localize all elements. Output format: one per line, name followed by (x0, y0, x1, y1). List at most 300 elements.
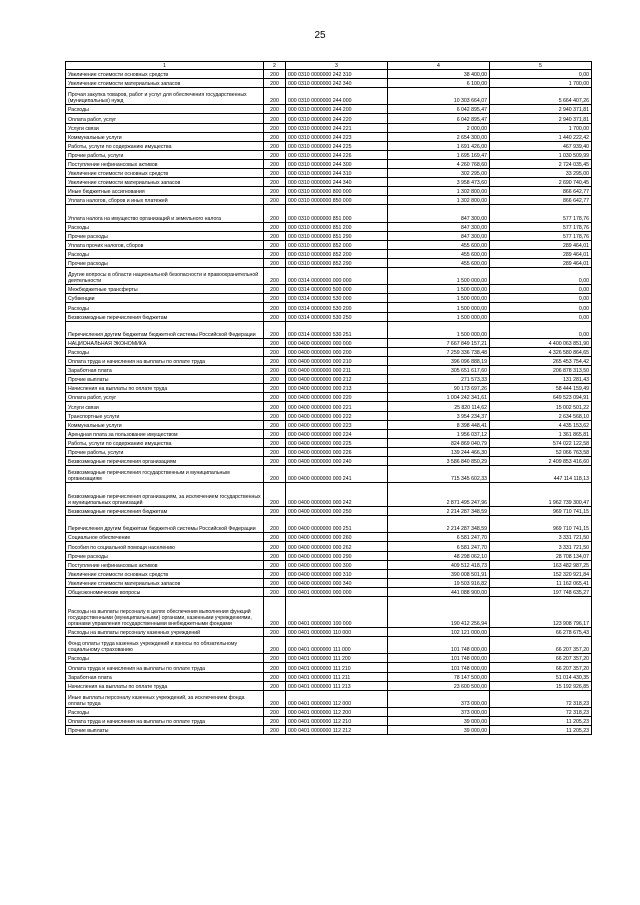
table-row (66, 187, 592, 196)
row-kbk-cell: 000 0400 0000000 000 211 (286, 366, 388, 375)
row-approved-value-cell: 455 600,00 (388, 240, 490, 249)
row-kbk-cell: 000 0310 0000000 244 226 (286, 150, 388, 159)
row-executed-value-cell: 0,00 (490, 303, 592, 312)
row-approved-value-cell: 101 748 000,00 (388, 637, 490, 654)
table-row (66, 366, 592, 375)
row-approved-value-cell: 271 573,33 (388, 375, 490, 384)
row-code-cell: 200 (264, 690, 286, 707)
row-executed-value-cell: 265 453 754,42 (490, 357, 592, 366)
row-name-cell: Начисления на выплаты по оплате труда (66, 681, 264, 690)
row-name-cell: Увеличение стоимости основных средств (66, 169, 264, 178)
row-kbk-cell: 000 0310 0000000 244 300 (286, 159, 388, 168)
row-approved-value-cell: 3 958 473,60 (388, 178, 490, 187)
row-code-cell: 200 (264, 294, 286, 303)
page-number: 25 (314, 30, 326, 41)
row-approved-value-cell: 2 214 287 348,59 (388, 516, 490, 533)
row-name-cell: Расходы (66, 654, 264, 663)
table-row (66, 178, 592, 187)
table-row (66, 141, 592, 150)
table-row (66, 411, 592, 420)
row-executed-value-cell: 152 320 921,84 (490, 569, 592, 578)
row-kbk-cell: 000 0400 0000000 000 300 (286, 560, 388, 569)
row-kbk-cell: 000 0310 0000000 242 310 (286, 70, 388, 79)
row-name-cell: Услуги связи (66, 123, 264, 132)
table-row (66, 384, 592, 393)
row-code-cell: 200 (264, 114, 286, 123)
row-executed-value-cell: 197 748 635,27 (490, 587, 592, 596)
row-kbk-cell: 000 0310 0000000 852 200 (286, 249, 388, 258)
row-approved-value-cell: 1 500 000,00 (388, 312, 490, 321)
row-kbk-cell: 000 0400 0000000 000 242 (286, 483, 388, 507)
row-name-cell: Работы, услуги по содержанию имущества (66, 141, 264, 150)
row-code-cell: 200 (264, 628, 286, 637)
row-code-cell: 200 (264, 231, 286, 240)
row-kbk-cell: 000 0400 0000000 000 210 (286, 357, 388, 366)
row-code-cell: 200 (264, 159, 286, 168)
table-row (66, 597, 592, 628)
row-name-cell: Социальное обеспечение (66, 533, 264, 542)
table-row (66, 88, 592, 105)
table-row (66, 169, 592, 178)
row-code-cell: 200 (264, 205, 286, 222)
row-kbk-cell: 000 0310 0000000 244 223 (286, 132, 388, 141)
row-name-cell: Работы, услуги по содержанию имущества (66, 438, 264, 447)
row-approved-value-cell: 190 412 256,94 (388, 597, 490, 628)
row-executed-value-cell: 4 326 580 864,65 (490, 347, 592, 356)
row-kbk-cell: 000 0400 0000000 000 240 (286, 457, 388, 466)
row-approved-value-cell: 25 820 114,62 (388, 402, 490, 411)
row-approved-value-cell: 1 302 800,00 (388, 187, 490, 196)
row-executed-value-cell: 0,00 (490, 70, 592, 79)
row-name-cell: Прочие расходы (66, 551, 264, 560)
table-row (66, 196, 592, 205)
row-executed-value-cell: 2 724 035,45 (490, 159, 592, 168)
row-executed-value-cell: 206 878 313,50 (490, 366, 592, 375)
row-approved-value-cell: 455 600,00 (388, 249, 490, 258)
row-approved-value-cell: 10 303 664,07 (388, 88, 490, 105)
row-executed-value-cell: 15 192 926,85 (490, 681, 592, 690)
row-executed-value-cell: 5 664 407,26 (490, 88, 592, 105)
row-name-cell: Иные бюджетные ассигнования (66, 187, 264, 196)
row-code-cell: 200 (264, 578, 286, 587)
row-kbk-cell: 000 0401 0000000 111 200 (286, 654, 388, 663)
row-approved-value-cell: 7 259 336 738,48 (388, 347, 490, 356)
row-kbk-cell: 000 0400 0000000 000 221 (286, 402, 388, 411)
table-row (66, 681, 592, 690)
row-code-cell: 200 (264, 240, 286, 249)
row-approved-value-cell: 23 600 500,00 (388, 681, 490, 690)
table-row (66, 672, 592, 681)
row-name-cell: Поступление нефинансовых активов (66, 560, 264, 569)
row-code-cell: 200 (264, 303, 286, 312)
table-row (66, 560, 592, 569)
table-row (66, 123, 592, 132)
row-approved-value-cell: 6 100,00 (388, 79, 490, 88)
budget-report-table (65, 61, 592, 735)
row-executed-value-cell: 131 281,43 (490, 375, 592, 384)
table-row (66, 205, 592, 222)
row-code-cell: 200 (264, 637, 286, 654)
table-row (66, 707, 592, 716)
table-row (66, 690, 592, 707)
row-kbk-cell: 000 0314 0000000 530 200 (286, 303, 388, 312)
row-approved-value-cell: 1 500 000,00 (388, 294, 490, 303)
table-row (66, 663, 592, 672)
row-name-cell: Перечисления другим бюджетам бюджетной системы Российской Федерации (66, 321, 264, 338)
row-executed-value-cell: 577 178,76 (490, 231, 592, 240)
row-name-cell: Безвозмездные перечисления бюджетам (66, 312, 264, 321)
row-name-cell: Прочая закупка товаров, работ и услуг для обеспечения государственных (муниципальных) нужд (66, 88, 264, 105)
table-row (66, 569, 592, 578)
row-executed-value-cell: 51 014 430,35 (490, 672, 592, 681)
row-code-cell: 200 (264, 169, 286, 178)
row-code-cell: 200 (264, 384, 286, 393)
row-kbk-cell: 000 0401 0000000 112 000 (286, 690, 388, 707)
row-kbk-cell: 000 0310 0000000 851 290 (286, 231, 388, 240)
row-name-cell: Увеличение стоимости основных средств (66, 70, 264, 79)
row-name-cell: Другие вопросы в области национальной безопасности и правоохранительной деятельности (66, 268, 264, 285)
row-code-cell: 200 (264, 196, 286, 205)
row-name-cell: Оплата работ, услуг (66, 393, 264, 402)
row-name-cell: Безвозмездные перечисления организациям, за исключением государственных и муниципальных организаций (66, 483, 264, 507)
row-executed-value-cell: 574 022 122,58 (490, 438, 592, 447)
row-kbk-cell: 000 0400 0000000 000 290 (286, 551, 388, 560)
row-name-cell: Пособия по социальной помощи населению (66, 542, 264, 551)
row-kbk-cell: 000 0400 0000000 000 226 (286, 447, 388, 456)
row-approved-value-cell: 101 748 000,00 (388, 663, 490, 672)
row-executed-value-cell: 289 464,01 (490, 249, 592, 258)
row-kbk-cell: 000 0310 0000000 852 000 (286, 240, 388, 249)
row-executed-value-cell: 0,00 (490, 294, 592, 303)
row-code-cell: 200 (264, 533, 286, 542)
row-name-cell: Безвозмездные перечисления бюджетам (66, 507, 264, 516)
row-executed-value-cell: 66 278 675,43 (490, 628, 592, 637)
row-approved-value-cell: 2 000,00 (388, 123, 490, 132)
row-executed-value-cell: 866 642,77 (490, 196, 592, 205)
row-code-cell: 200 (264, 123, 286, 132)
row-executed-value-cell: 163 482 987,25 (490, 560, 592, 569)
table-row (66, 726, 592, 735)
row-code-cell: 200 (264, 222, 286, 231)
row-executed-value-cell: 866 642,77 (490, 187, 592, 196)
row-executed-value-cell: 969 710 741,15 (490, 516, 592, 533)
row-kbk-cell: 000 0401 0000000 100 000 (286, 597, 388, 628)
row-executed-value-cell: 577 178,76 (490, 222, 592, 231)
row-approved-value-cell: 39 000,00 (388, 726, 490, 735)
row-kbk-cell: 000 0314 0000000 530 251 (286, 321, 388, 338)
table-row (66, 321, 592, 338)
table-row (66, 249, 592, 258)
row-code-cell: 200 (264, 347, 286, 356)
row-code-cell: 200 (264, 338, 286, 347)
row-name-cell: Прочие выплаты (66, 375, 264, 384)
column-number-5: 5 (490, 62, 592, 70)
report-table-body (66, 62, 592, 735)
row-approved-value-cell: 4 260 768,60 (388, 159, 490, 168)
row-approved-value-cell: 101 748 000,00 (388, 654, 490, 663)
row-kbk-cell: 000 0400 0000000 000 220 (286, 393, 388, 402)
row-kbk-cell: 000 0400 0000000 000 241 (286, 466, 388, 483)
row-executed-value-cell: 2 690 740,45 (490, 178, 592, 187)
table-row (66, 587, 592, 596)
table-row (66, 285, 592, 294)
row-code-cell: 200 (264, 707, 286, 716)
row-executed-value-cell: 66 207 357,20 (490, 654, 592, 663)
row-code-cell: 200 (264, 312, 286, 321)
row-name-cell: Коммунальные услуги (66, 132, 264, 141)
row-kbk-cell: 000 0310 0000000 242 340 (286, 79, 388, 88)
row-kbk-cell: 000 0310 0000000 244 000 (286, 88, 388, 105)
row-executed-value-cell: 11 205,23 (490, 716, 592, 725)
row-name-cell: НАЦИОНАЛЬНАЯ ЭКОНОМИКА (66, 338, 264, 347)
table-row (66, 447, 592, 456)
column-number-3: 3 (286, 62, 388, 70)
row-executed-value-cell: 577 178,76 (490, 205, 592, 222)
row-code-cell: 200 (264, 357, 286, 366)
row-name-cell: Перечисления другим бюджетам бюджетной системы Российской Федерации (66, 516, 264, 533)
table-row (66, 483, 592, 507)
row-kbk-cell: 000 0401 0000000 110 000 (286, 628, 388, 637)
table-row (66, 551, 592, 560)
row-approved-value-cell: 1 956 037,12 (388, 429, 490, 438)
row-approved-value-cell: 2 871 495 247,96 (388, 483, 490, 507)
row-code-cell: 200 (264, 105, 286, 114)
table-row (66, 578, 592, 587)
row-executed-value-cell: 1 700,00 (490, 79, 592, 88)
row-name-cell: Транспортные услуги (66, 411, 264, 420)
row-executed-value-cell: 123 908 796,17 (490, 597, 592, 628)
row-name-cell: Общеэкономические вопросы (66, 587, 264, 596)
row-code-cell: 200 (264, 420, 286, 429)
row-code-cell: 200 (264, 321, 286, 338)
row-executed-value-cell: 0,00 (490, 321, 592, 338)
row-code-cell: 200 (264, 483, 286, 507)
row-approved-value-cell: 48 298 062,10 (388, 551, 490, 560)
table-row (66, 347, 592, 356)
table-row (66, 429, 592, 438)
table-row (66, 507, 592, 516)
row-executed-value-cell: 0,00 (490, 285, 592, 294)
row-executed-value-cell: 66 207 357,20 (490, 637, 592, 654)
row-name-cell: Услуги связи (66, 402, 264, 411)
row-kbk-cell: 000 0310 0000000 851 200 (286, 222, 388, 231)
row-approved-value-cell: 455 600,00 (388, 258, 490, 267)
row-approved-value-cell: 6 581 247,70 (388, 533, 490, 542)
row-name-cell: Фонд оплаты труда казенных учреждений и взносы по обязательному социальному страхованию (66, 637, 264, 654)
row-kbk-cell: 000 0314 0000000 530 000 (286, 294, 388, 303)
row-name-cell: Увеличение стоимости материальных запасов (66, 578, 264, 587)
row-executed-value-cell: 969 710 741,15 (490, 507, 592, 516)
row-executed-value-cell: 4 400 063 851,90 (490, 338, 592, 347)
row-approved-value-cell: 8 398 448,41 (388, 420, 490, 429)
row-approved-value-cell: 2 654 300,00 (388, 132, 490, 141)
row-executed-value-cell: 3 331 721,50 (490, 542, 592, 551)
row-code-cell: 200 (264, 516, 286, 533)
table-row (66, 159, 592, 168)
row-kbk-cell: 000 0310 0000000 851 000 (286, 205, 388, 222)
row-name-cell: Арендная плата за пользование имуществом (66, 429, 264, 438)
row-executed-value-cell: 72 318,23 (490, 707, 592, 716)
row-kbk-cell: 000 0401 0000000 112 210 (286, 716, 388, 725)
row-executed-value-cell: 289 464,01 (490, 258, 592, 267)
row-name-cell: Увеличение стоимости основных средств (66, 569, 264, 578)
row-kbk-cell: 000 0314 0000000 500 000 (286, 285, 388, 294)
row-name-cell: Прочие работы, услуги (66, 150, 264, 159)
row-kbk-cell: 000 0401 0000000 111 210 (286, 663, 388, 672)
table-row (66, 357, 592, 366)
row-approved-value-cell: 1 695 169,47 (388, 150, 490, 159)
row-name-cell: Расходы (66, 347, 264, 356)
row-approved-value-cell: 1 500 000,00 (388, 321, 490, 338)
row-approved-value-cell: 6 581 247,70 (388, 542, 490, 551)
row-executed-value-cell: 289 464,01 (490, 240, 592, 249)
row-approved-value-cell: 1 302 800,00 (388, 196, 490, 205)
row-name-cell: Безвозмездные перечисления организациям (66, 457, 264, 466)
row-approved-value-cell: 390 008 501,91 (388, 569, 490, 578)
row-code-cell: 200 (264, 716, 286, 725)
row-code-cell: 200 (264, 466, 286, 483)
row-code-cell: 200 (264, 654, 286, 663)
row-kbk-cell: 000 0400 0000000 000 250 (286, 507, 388, 516)
row-executed-value-cell: 1 700,00 (490, 123, 592, 132)
table-row (66, 542, 592, 551)
row-executed-value-cell: 1 361 865,81 (490, 429, 592, 438)
row-approved-value-cell: 409 512 418,73 (388, 560, 490, 569)
row-name-cell: Расходы на выплаты персоналу казенных учреждений (66, 628, 264, 637)
row-executed-value-cell: 11 162 065,41 (490, 578, 592, 587)
table-row (66, 303, 592, 312)
row-name-cell: Уплата налога на имущество организаций и земельного налога (66, 205, 264, 222)
row-kbk-cell: 000 0400 0000000 000 260 (286, 533, 388, 542)
table-row (66, 637, 592, 654)
row-executed-value-cell: 52 066 763,58 (490, 447, 592, 456)
table-row (66, 294, 592, 303)
table-row (66, 654, 592, 663)
row-kbk-cell: 000 0400 0000000 000 224 (286, 429, 388, 438)
row-code-cell: 200 (264, 447, 286, 456)
row-code-cell: 200 (264, 560, 286, 569)
row-executed-value-cell: 447 114 118,13 (490, 466, 592, 483)
row-approved-value-cell: 847 300,00 (388, 231, 490, 240)
row-name-cell: Заработная плата (66, 366, 264, 375)
row-approved-value-cell: 39 000,00 (388, 716, 490, 725)
row-name-cell: Уплата налогов, сборов и иных платежей (66, 196, 264, 205)
row-kbk-cell: 000 0401 0000000 000 000 (286, 587, 388, 596)
row-approved-value-cell: 102 121 000,00 (388, 628, 490, 637)
row-name-cell: Расходы (66, 222, 264, 231)
row-code-cell: 200 (264, 132, 286, 141)
row-kbk-cell: 000 0400 0000000 000 222 (286, 411, 388, 420)
row-approved-value-cell: 1 004 242 341,61 (388, 393, 490, 402)
row-executed-value-cell: 1 030 509,99 (490, 150, 592, 159)
row-code-cell: 200 (264, 726, 286, 735)
row-kbk-cell: 000 0401 0000000 112 212 (286, 726, 388, 735)
row-name-cell: Начисления на выплаты по оплате труда (66, 384, 264, 393)
row-name-cell: Прочие расходы (66, 258, 264, 267)
row-code-cell: 200 (264, 597, 286, 628)
table-row (66, 375, 592, 384)
row-kbk-cell: 000 0400 0000000 000 212 (286, 375, 388, 384)
column-number-header-row (66, 62, 592, 70)
row-executed-value-cell: 0,00 (490, 312, 592, 321)
table-row (66, 240, 592, 249)
row-kbk-cell: 000 0400 0000000 000 310 (286, 569, 388, 578)
row-code-cell: 200 (264, 672, 286, 681)
row-kbk-cell: 000 0400 0000000 000 262 (286, 542, 388, 551)
row-approved-value-cell: 6 042 895,47 (388, 105, 490, 114)
row-code-cell: 200 (264, 70, 286, 79)
row-code-cell: 200 (264, 141, 286, 150)
row-kbk-cell: 000 0401 0000000 111 211 (286, 672, 388, 681)
column-number-4: 4 (388, 62, 490, 70)
row-approved-value-cell: 139 244 466,30 (388, 447, 490, 456)
row-approved-value-cell: 305 651 617,60 (388, 366, 490, 375)
row-executed-value-cell: 72 318,23 (490, 690, 592, 707)
row-name-cell: Расходы на выплаты персоналу в целях обеспечения выполнения функций государственными (муниципальными) органами, казенными учреждениями, органами управления государственными внебюджетными фондами (66, 597, 264, 628)
row-executed-value-cell: 58 444 159,49 (490, 384, 592, 393)
row-kbk-cell: 000 0310 0000000 850 000 (286, 196, 388, 205)
table-row (66, 402, 592, 411)
table-row (66, 114, 592, 123)
table-row (66, 312, 592, 321)
table-row (66, 231, 592, 240)
row-approved-value-cell: 302 295,00 (388, 169, 490, 178)
row-code-cell: 200 (264, 438, 286, 447)
row-code-cell: 200 (264, 285, 286, 294)
row-executed-value-cell: 1 440 222,42 (490, 132, 592, 141)
row-name-cell: Увеличение стоимости материальных запасов (66, 178, 264, 187)
row-code-cell: 200 (264, 187, 286, 196)
row-approved-value-cell: 2 214 287 348,59 (388, 507, 490, 516)
table-row (66, 70, 592, 79)
row-code-cell: 200 (264, 663, 286, 672)
column-number-1: 1 (66, 62, 264, 70)
row-approved-value-cell: 7 667 849 157,21 (388, 338, 490, 347)
table-row (66, 258, 592, 267)
row-name-cell: Заработная плата (66, 672, 264, 681)
row-executed-value-cell: 649 523 094,91 (490, 393, 592, 402)
row-approved-value-cell: 373 000,00 (388, 707, 490, 716)
row-name-cell: Расходы (66, 105, 264, 114)
row-approved-value-cell: 373 000,00 (388, 690, 490, 707)
table-row (66, 393, 592, 402)
table-row (66, 438, 592, 447)
row-kbk-cell: 000 0400 0000000 000 200 (286, 347, 388, 356)
row-kbk-cell: 000 0401 0000000 111 213 (286, 681, 388, 690)
row-executed-value-cell: 467 939,40 (490, 141, 592, 150)
row-kbk-cell: 000 0310 0000000 800 000 (286, 187, 388, 196)
column-number-2: 2 (264, 62, 286, 70)
table-row (66, 533, 592, 542)
row-kbk-cell: 000 0400 0000000 000 223 (286, 420, 388, 429)
row-code-cell: 200 (264, 569, 286, 578)
row-executed-value-cell: 2 940 371,81 (490, 114, 592, 123)
row-approved-value-cell: 3 954 234,37 (388, 411, 490, 420)
row-executed-value-cell: 33 295,00 (490, 169, 592, 178)
row-kbk-cell: 000 0310 0000000 244 220 (286, 114, 388, 123)
table-row (66, 338, 592, 347)
row-code-cell: 200 (264, 249, 286, 258)
table-row (66, 79, 592, 88)
row-code-cell: 200 (264, 457, 286, 466)
table-row (66, 628, 592, 637)
row-name-cell: Прочие расходы (66, 231, 264, 240)
row-name-cell: Оплата труда и начисления на выплаты по оплате труда (66, 357, 264, 366)
row-kbk-cell: 000 0310 0000000 244 340 (286, 178, 388, 187)
row-approved-value-cell: 847 300,00 (388, 222, 490, 231)
row-approved-value-cell: 1 500 000,00 (388, 268, 490, 285)
row-code-cell: 200 (264, 178, 286, 187)
